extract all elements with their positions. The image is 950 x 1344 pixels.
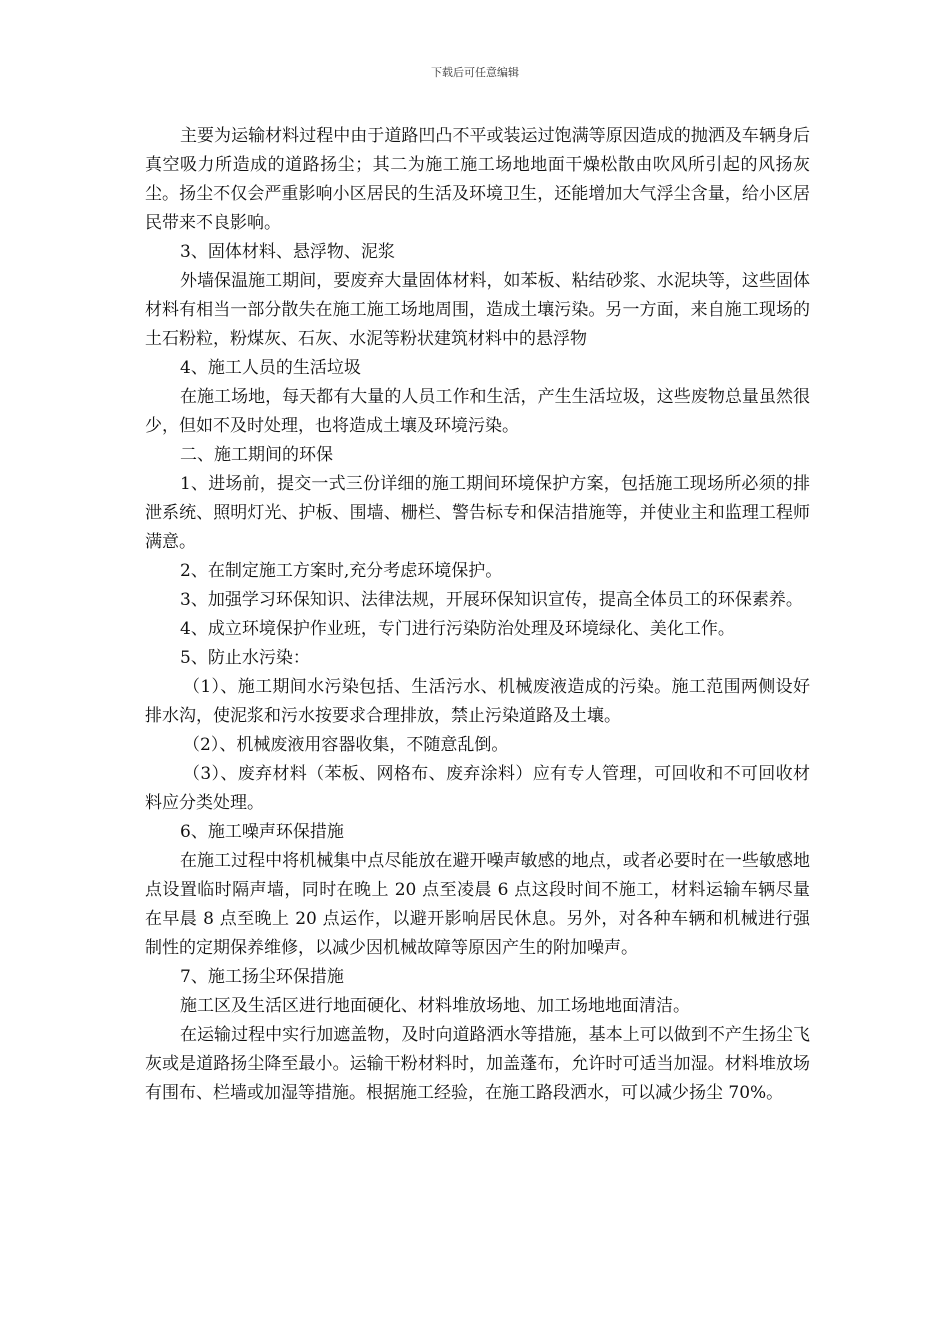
- heading-solid-materials: 3、固体材料、悬浮物、泥浆: [180, 242, 395, 262]
- paragraph-solid-materials: 外墙保温施工期间，要废弃大量固体材料，如苯板、粘结砂浆、水泥块等，这些固体材料有相当一部分散失在施工施工场地周围，造成土壤污染。另一方面，来自施工现场的土石粉粒，粉煤灰、石灰、水泥等粉状建筑材料中的悬浮物: [145, 271, 810, 349]
- paragraph-item-3: 3、加强学习环保知识、法律法规，开展环保知识宣传，提高全体员工的环保素养。: [180, 590, 803, 610]
- paragraph-dust-causes: 主要为运输材料过程中由于道路凹凸不平或装运过饱满等原因造成的抛洒及车辆身后真空吸力所造成的道路扬尘；其二为施工施工场地地面干燥松散由吹风所引起的风扬灰尘。扬尘不仅会严重影响小区居民的生活及环境卫生，还能增加大气浮尘含量，给小区居民带来不良影响。: [145, 126, 810, 233]
- paragraph-item-2: 2、在制定施工方案时,充分考虑环境保护。: [180, 561, 503, 581]
- paragraph-noise-measures: 在施工过程中将机械集中点尽能放在避开噪声敏感的地点，或者必要时在一些敏感地点设置临时隔声墙，同时在晚上 20 点至凌晨 6 点这段时间不施工，材料运输车辆尽量在早晨 8 点至晚上 20 点运作，以避开影响居民休息。另外，对各种车辆和机械进行强制性的定期保养维修，以减少因机械故障等原因产生的附加噪声。: [145, 851, 810, 958]
- paragraph-worker-garbage: 在施工场地，每天都有大量的人员工作和生活，产生生活垃圾，这些废物总量虽然很少，但如不及时处理，也将造成土壤及环境污染。: [145, 387, 810, 436]
- heading-noise-measures: 6、施工噪声环保措施: [180, 822, 344, 842]
- paragraph-water-sub-2: （2）、机械废液用容器收集，不随意乱倒。: [183, 735, 509, 755]
- heading-water-pollution: 5、防止水污染：: [180, 648, 310, 668]
- paragraph-water-sub-3: （3）、废弃材料（苯板、网格布、废弃涂料）应有专人管理，可回收和不可回收材料应分类处理。: [145, 764, 810, 813]
- heading-construction-env-protection: 二、施工期间的环保: [180, 445, 333, 465]
- paragraph-ground-hardening: 施工区及生活区进行地面硬化、材料堆放场地、加工场地地面清洁。: [180, 996, 690, 1016]
- paragraph-transport-dust: 在运输过程中实行加遮盖物，及时向道路洒水等措施，基本上可以做到不产生扬尘飞灰或是道路扬尘降至最小。运输干粉材料时，加盖蓬布，允许时可适当加湿。材料堆放场有围布、栏墙或加湿等措施。根据施工经验，在施工路段洒水，可以减少扬尘 70%。: [145, 1025, 810, 1103]
- paragraph-water-sub-1: （1）、施工期间水污染包括、生活污水、机械废液造成的污染。施工范围两侧设好排水沟，使泥浆和污水按要求合理排放，禁止污染道路及土壤。: [145, 677, 810, 726]
- heading-dust-measures: 7、施工扬尘环保措施: [180, 967, 344, 987]
- document-body: [145, 122, 810, 1108]
- page-header: 下载后可任意编辑: [431, 66, 519, 79]
- heading-worker-garbage: 4、施工人员的生活垃圾: [180, 358, 361, 378]
- paragraph-item-4: 4、成立环境保护作业班，专门进行污染防治处理及环境绿化、美化工作。: [180, 619, 735, 639]
- paragraph-item-1: 1、进场前，提交一式三份详细的施工期间环境保护方案，包括施工现场所必须的排泄系统、照明灯光、护板、围墙、栅栏、警告标专和保洁措施等，并使业主和监理工程师满意。: [145, 474, 810, 552]
